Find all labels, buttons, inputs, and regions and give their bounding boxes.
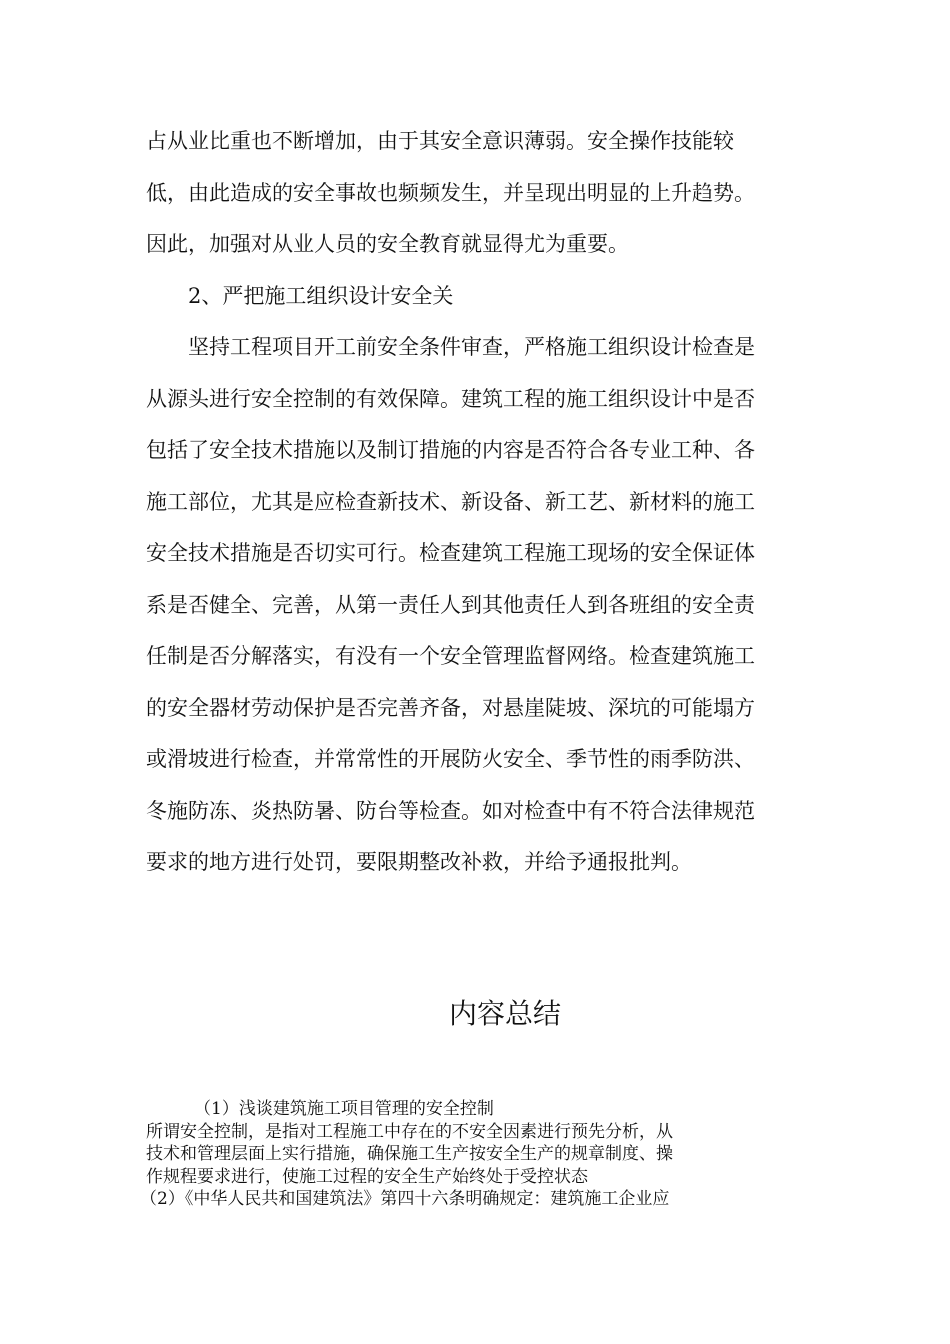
body-line: 任制是否分解落实，有没有一个安全管理监督网络。检查建筑施工 [146, 644, 755, 668]
body-line: 坚持工程项目开工前安全条件审查，严格施工组织设计检查是 [188, 335, 755, 359]
summary-line: 作规程要求进行，使施工过程的安全生产始终处于受控状态 [146, 1166, 588, 1187]
section-heading: 2、严把施工组织设计安全关 [188, 283, 454, 308]
body-text [146, 116, 798, 889]
summary-line: （2）《中华人民共和国建筑法》第四十六条明确规定：建筑施工企业应 [140, 1189, 670, 1209]
body-line: 或滑坡进行检查，并常常性的开展防火安全、季节性的雨季防洪、 [146, 747, 755, 771]
body-line: 施工部位，尤其是应检查新技术、新设备、新工艺、新材料的施工 [146, 489, 755, 514]
body-line: 冬施防冻、炎热防暑、防台等检查。如对检查中有不符合法律规范 [146, 798, 755, 823]
summary-line: 所谓安全控制，是指对工程施工中存在的不安全因素进行预先分析，从 [146, 1121, 673, 1142]
body-line: 低，由此造成的安全事故也频频发生，并呈现出明显的上升趋势。 [146, 180, 755, 205]
body-line: 因此，加强对从业人员的安全教育就显得尤为重要。 [146, 232, 629, 256]
summary-line: 技术和管理层面上实行措施，确保施工生产按安全生产的规章制度、操 [146, 1144, 673, 1164]
summary-title: 内容总结 [448, 997, 561, 1030]
body-line: 的安全器材劳动保护是否完善齐备，对悬崖陡坡、深坑的可能塌方 [146, 695, 755, 720]
summary-line: （1）浅谈建筑施工项目管理的安全控制 [194, 1099, 494, 1119]
body-line: 要求的地方进行处罚，要限期整改补救，并给予通报批判。 [146, 850, 692, 874]
body-line: 安全技术措施是否切实可行。检查建筑工程施工现场的安全保证体 [146, 541, 755, 565]
body-line: 包括了安全技术措施以及制订措施的内容是否符合各专业工种、各 [146, 438, 755, 462]
summary-text [140, 1098, 806, 1211]
body-line: 从源头进行安全控制的有效保障。建筑工程的施工组织设计中是否 [146, 386, 755, 411]
body-line: 系是否健全、完善，从第一责任人到其他责任人到各班组的安全责 [146, 592, 755, 617]
body-line: 占从业比重也不断增加，由于其安全意识薄弱。安全操作技能较 [146, 129, 734, 153]
